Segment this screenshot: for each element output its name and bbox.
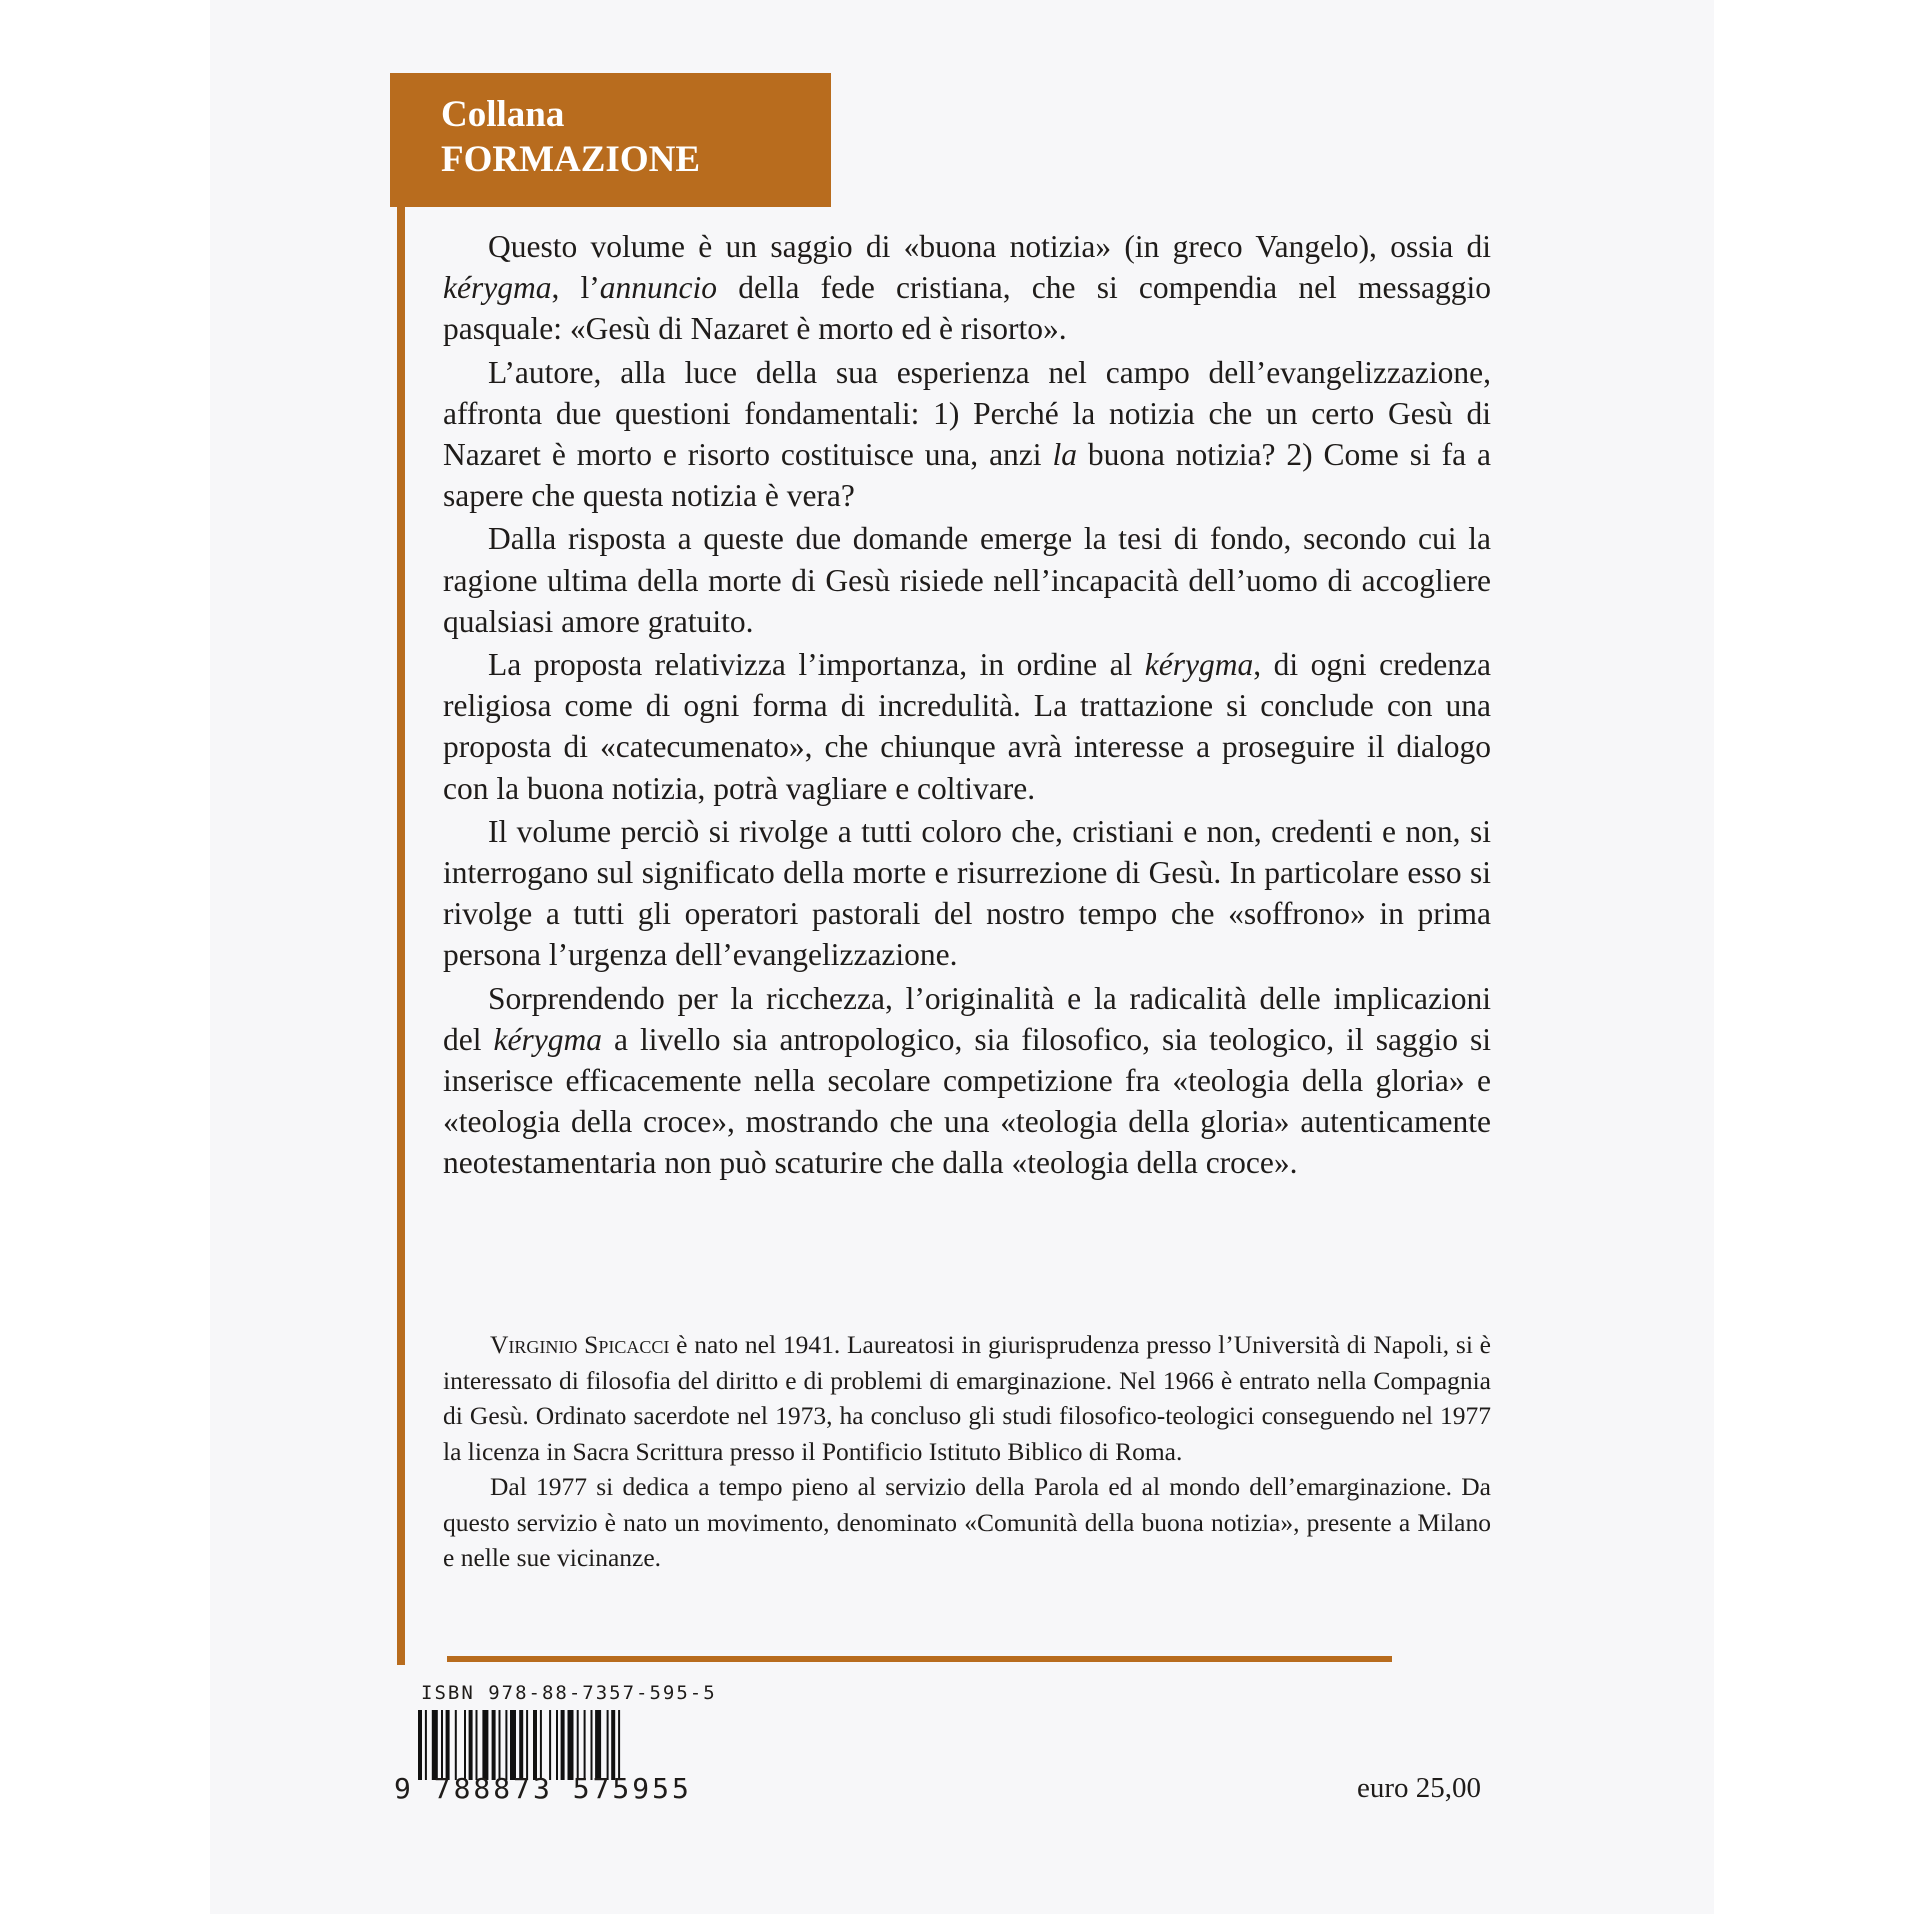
barcode-bar: [584, 1710, 586, 1780]
blurb-text-span: , di ogni credenza religiosa come di ogni forma di incredulità. La trattazione si conclude con una proposta di «catecumenato», che chiunque avrà interesse a proseguire il dialogo con la buona notizia, potrà vagliare e coltivare.: [443, 647, 1491, 806]
barcode-bar: [607, 1710, 609, 1780]
barcode-bar: [591, 1710, 593, 1780]
blurb-paragraph: [443, 644, 1491, 809]
barcode-bar: [499, 1710, 501, 1780]
blurb-text-span: Sorprendendo per la ricchezza, l’originalità e la radicalità delle implicazioni del: [443, 980, 1491, 1057]
barcode-bar: [446, 1710, 450, 1780]
barcode-digits: 9 788873 575955: [394, 1772, 692, 1805]
italic-term: kérygma: [493, 1021, 602, 1057]
barcode-bar: [618, 1710, 620, 1780]
barcode-bar: [595, 1710, 601, 1780]
blurb-text-span: a livello sia antropologico, sia filosofico, sia teologico, il saggio si inserisce efficacemente nella secolare competizione fra «teologia della gloria» e «teologia della croce», mostrando che una «teologia della gloria» autenticamente neotestamentaria non può scaturire che dalla «teologia della croce».: [443, 1021, 1491, 1181]
barcode-icon: [418, 1710, 708, 1780]
barcode-bar: [526, 1710, 528, 1780]
italic-term: la: [1052, 437, 1077, 473]
blurb-text-span: La proposta relativizza l’importanza, in ordine al: [488, 647, 1145, 683]
left-accent-rule: [397, 207, 405, 1665]
series-label: Collana: [441, 94, 565, 135]
author-name: Virginio Spicacci: [490, 1330, 670, 1359]
barcode-bar: [418, 1710, 422, 1780]
bottom-accent-rule: [447, 1656, 1392, 1662]
barcode-bar: [425, 1710, 427, 1780]
bio-paragraph: [443, 1327, 1491, 1469]
series-title: FORMAZIONE: [441, 139, 700, 180]
blurb-text-span: della fede cristiana, che si compendia nel messaggio pasquale: «Gesù di Nazaret è morto ed è risorto».: [443, 270, 1491, 347]
blurb-paragraph: [443, 352, 1491, 517]
barcode-bar: [476, 1710, 478, 1780]
barcode-bar: [611, 1710, 615, 1780]
barcode-bar: [432, 1710, 438, 1780]
blurb-text-span: Questo volume è un saggio di «buona notizia» (in greco Vangelo), ossia di: [488, 229, 1491, 264]
blurb-paragraph: Il volume perciò si rivolge a tutti coloro che, cristiani e non, credenti e non, si interrogano sul significato della morte e risurrezione di Gesù. In particolare esso si rivolge a tutti gli operatori pastorali del nostro tempo che «soffrono» in prima persona l’urgenza dell’evangelizzazione.: [443, 813, 1491, 973]
barcode-bar: [510, 1710, 516, 1780]
blurb-paragraph: [443, 226, 1491, 350]
barcode-bar: [561, 1710, 565, 1780]
barcode-bar: [568, 1710, 574, 1780]
series-banner: [390, 73, 831, 207]
italic-term: annuncio: [599, 270, 718, 306]
italic-term: kérygma: [1144, 647, 1254, 683]
barcode-bar: [464, 1710, 466, 1780]
isbn-label: ISBN 978-88-7357-595-5: [421, 1682, 717, 1704]
blurb-paragraph: Dalla risposta a queste due domande emerge la tesi di fondo, secondo cui la ragione ultima della morte di Gesù risiede nell’incapacità dell’uomo di accogliere qualsiasi amore gratuito.: [443, 521, 1491, 639]
barcode-bar: [492, 1710, 496, 1780]
barcode-bar: [441, 1710, 443, 1780]
author-bio: [443, 1327, 1491, 1576]
barcode-bar: [577, 1710, 579, 1780]
barcode-bar: [556, 1710, 558, 1780]
bio-text-span: è nato nel 1941. Laureatosi in giurisprudenza presso l’Università di Napoli, si è interessato di filosofia del diritto e di problemi di emarginazione. Nel 1966 è entrato nella Compagnia di Gesù. Ordinato sacerdote nel 1973, ha concluso gli studi filosofico-teologici conseguendo nel 1977 la licenza in Sacra Scrittura presso il Pontificio Istituto Biblico di Roma.: [443, 1330, 1491, 1466]
barcode-bar: [455, 1710, 457, 1780]
barcode-bar: [505, 1710, 507, 1780]
blurb-text: [443, 226, 1491, 1186]
barcode-bar: [540, 1710, 542, 1780]
blurb-text-span: buona notizia? 2) Come si fa a sapere che questa notizia è vera?: [443, 437, 1491, 514]
price: euro 25,00: [1357, 1772, 1482, 1804]
italic-term: kérygma: [443, 270, 552, 306]
barcode-bar: [549, 1710, 551, 1780]
barcode-bar: [469, 1710, 473, 1780]
barcode-bar: [482, 1710, 488, 1780]
blurb-paragraph: [443, 978, 1491, 1184]
blurb-text-span: L’autore, alla luce della sua esperienza nel campo dell’evangelizzazione, affronta due questioni fondamentali: 1) Perché la notizia che un certo Gesù di Nazaret è morto e risorto costituisce una, anzi: [443, 354, 1491, 473]
barcode-bar: [533, 1710, 537, 1780]
blurb-text-span: , l’: [551, 270, 600, 306]
bio-paragraph: Dal 1977 si dedica a tempo pieno al servizio della Parola ed al mondo dell’emarginazione. Da questo servizio è nato un movimento, denominato «Comunità della buona notizia», presente a Milano e nelle sue vicinanze.: [443, 1472, 1491, 1572]
barcode-bar: [519, 1710, 523, 1780]
